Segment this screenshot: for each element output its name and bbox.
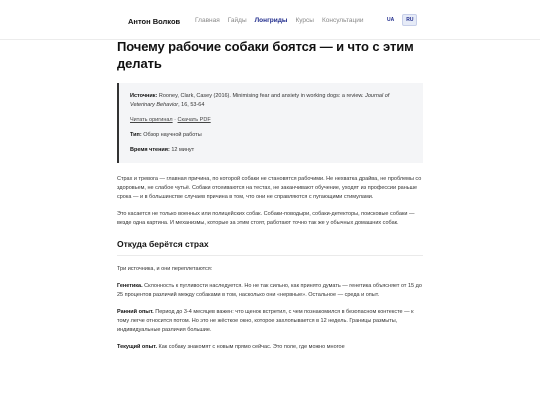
article-meta-box xyxy=(117,83,423,163)
early-experience-text: Период до 3-4 месяцев важен: что щенок встретил, с чем познакомился в безопасном контексте — к тому легче относится потом. Но это не жёсткое окно, которое захлопывается в 12 недель. Границы размыты, индивидуальные различия большие. xyxy=(117,309,414,333)
current-experience-text: Как собаку знакомят с новым прямо сейчас. Это поле, где можно многое xyxy=(158,344,345,350)
meta-type xyxy=(130,131,413,140)
section-heading: Откуда берётся страх xyxy=(117,240,423,256)
paragraph-scope: Это касается не только военных или полицейских собак. Собаки-поводыри, собаки-детекторы, поисковые собаки — везде одна картина. И механизмы, которые за этим стоят, работают точно так же у обычных домашних собак. xyxy=(117,211,415,226)
read-original-link[interactable]: Читать оригинал xyxy=(130,117,173,123)
meta-time-value: 12 минут xyxy=(171,147,195,153)
nav-guides[interactable]: Гайды xyxy=(227,17,247,24)
meta-links xyxy=(130,116,413,125)
article-title: Почему рабочие собаки боятся — и что с этим делать xyxy=(117,39,414,71)
lang-ru-button[interactable]: RU xyxy=(402,14,417,26)
main-nav xyxy=(195,17,363,24)
early-experience-label: Ранний опыт. xyxy=(117,309,154,315)
current-experience-label: Текущий опыт. xyxy=(117,344,158,350)
article-body xyxy=(117,175,423,352)
meta-time-label: Время чтения: xyxy=(130,147,170,153)
site-header xyxy=(0,0,540,40)
article xyxy=(117,38,423,360)
meta-journal: Journal of Veterinary Behavior xyxy=(130,93,390,108)
nav-home[interactable]: Главная xyxy=(195,17,220,24)
nav-longreads[interactable]: Лонгриды xyxy=(254,17,288,24)
meta-link-separator: · xyxy=(174,117,176,123)
lang-ua-button[interactable]: UA xyxy=(387,17,395,23)
paragraph-current-experience xyxy=(117,343,423,352)
meta-source-label: Источник: xyxy=(130,93,158,99)
download-pdf-link[interactable]: Скачать PDF xyxy=(177,117,211,123)
meta-source-tail: , 16, 53-64 xyxy=(178,102,205,108)
nav-consultations[interactable]: Консультации xyxy=(321,17,364,24)
paragraph-early-experience xyxy=(117,308,423,335)
genetics-label: Генетика. xyxy=(117,283,143,289)
paragraph-intro: Страх и тревога — главная причина, по которой собаки не становятся рабочими. Не нехватка драйва, не проблемы со здоровьем, не слабое чутьё. Собаки отсеиваются на тестах, не заканчивают обучение, уходят из профессии раньше срока — и в большинстве случаев причина в том, что они не справляются с пугающими стимулами. xyxy=(117,176,422,200)
meta-type-value: Обзор научной работы xyxy=(143,132,202,138)
nav-courses[interactable]: Курсы xyxy=(295,17,314,24)
site-brand[interactable]: Антон Волков xyxy=(128,17,181,26)
genetics-text: Склонность к пугливости наследуется. Но не так сильно, как принято думать — генетика объясняет от 15 до 25 процентов различий между собаками в том, насколько они «нервные». Остальное — среда и опыт. xyxy=(117,283,422,298)
meta-type-label: Тип: xyxy=(130,132,142,138)
meta-source-text: Rooney, Clark, Casey (2016). Minimising fear and anxiety in working dogs: a review. xyxy=(158,93,364,99)
section-intro: Три источника, и они переплетаются: xyxy=(117,266,213,272)
meta-source xyxy=(130,92,413,110)
meta-reading-time xyxy=(130,146,413,155)
paragraph-genetics xyxy=(117,282,423,300)
language-switcher xyxy=(383,14,417,26)
